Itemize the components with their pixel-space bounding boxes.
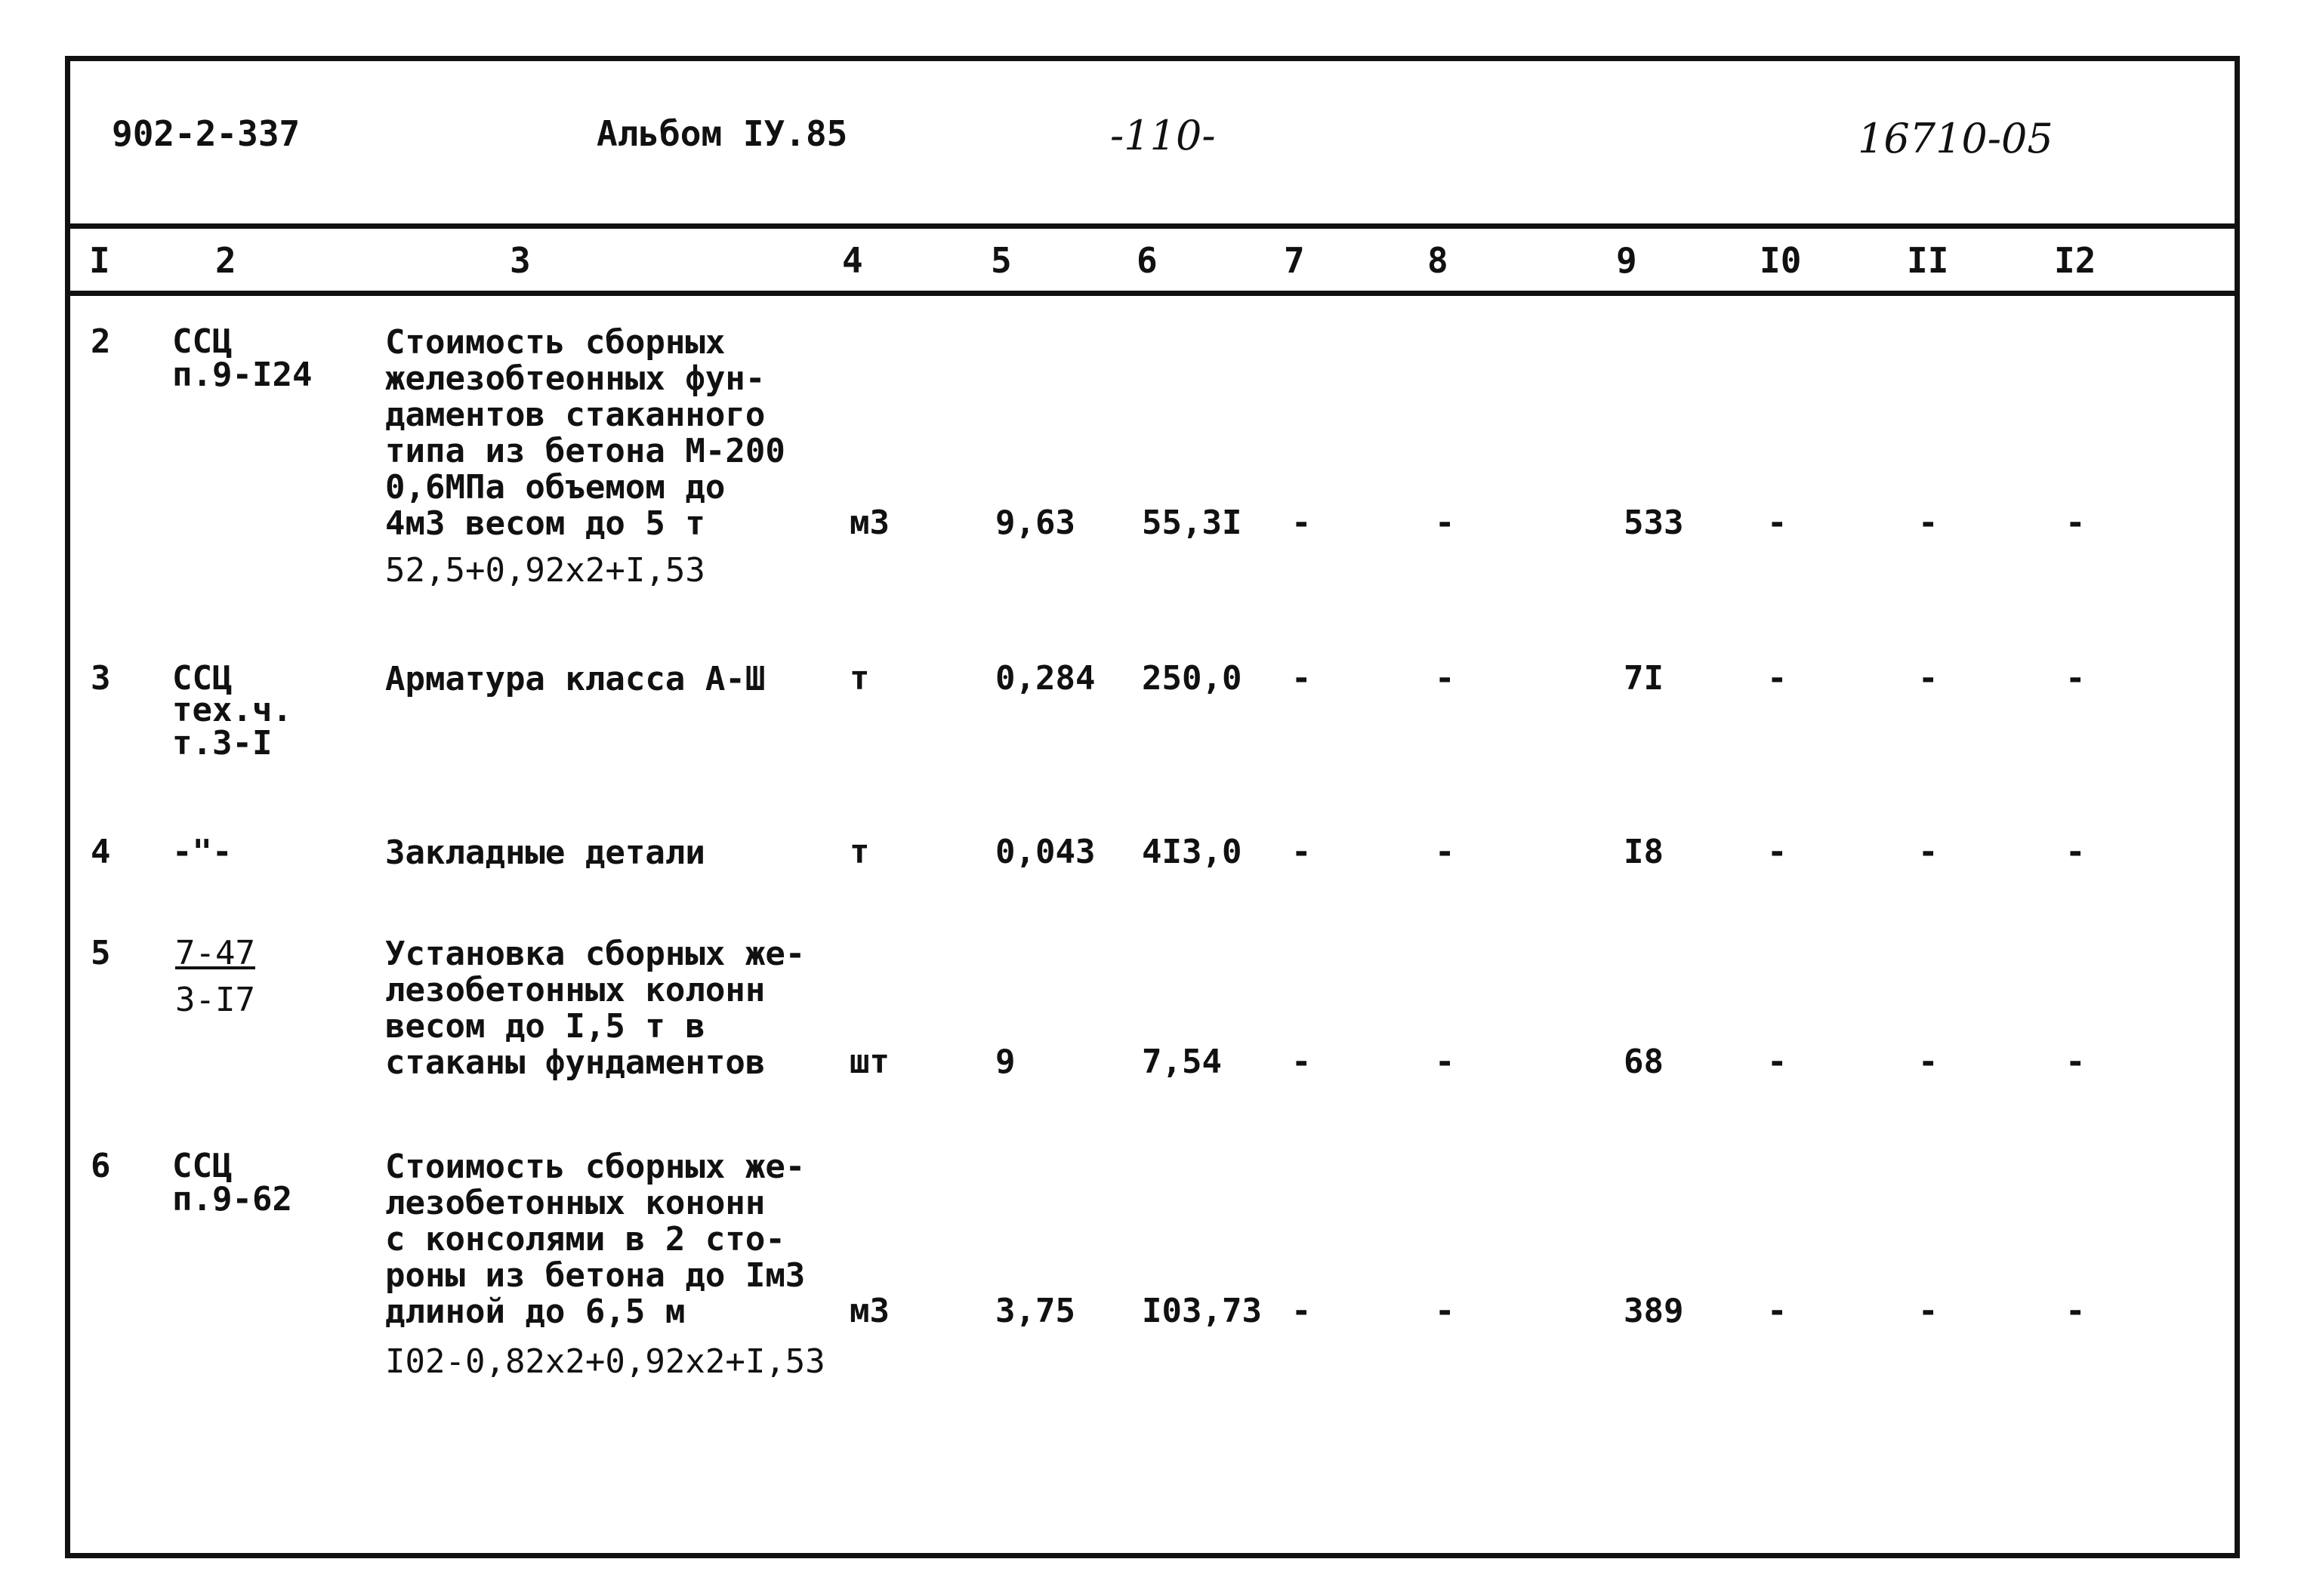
row-number: 4 [91, 833, 111, 871]
reference-line: т.3-I [172, 724, 273, 763]
column-3-header: 3 [510, 240, 531, 281]
column-12-cell: - [2065, 1292, 2086, 1330]
column-9-cell: I8 [1624, 833, 1664, 871]
column-8-cell: - [1435, 504, 1455, 542]
row-number: 6 [91, 1147, 111, 1185]
column-9-cell: 68 [1624, 1043, 1664, 1081]
column-9-cell: 7I [1624, 659, 1664, 698]
reference-line: п.9-I24 [172, 356, 313, 394]
price-cell: 250,0 [1142, 659, 1242, 698]
column-6-header: 6 [1137, 240, 1158, 281]
description-line: длиной до 6,5 м [385, 1293, 686, 1331]
description-line: даментов стаканного [385, 396, 766, 434]
columns-rule [68, 291, 2235, 296]
column-8-header: 8 [1427, 240, 1448, 281]
column-12-cell: - [2065, 833, 2086, 871]
row-number: 2 [91, 322, 111, 361]
calculation-formula: 52,5+0,92х2+I,53 [385, 551, 705, 590]
column-11-cell: - [1918, 833, 1939, 871]
column-2-header: 2 [215, 240, 236, 281]
column-10-header: I0 [1760, 240, 1802, 281]
description-line: железобтеонных фун- [385, 359, 766, 398]
row-number: 3 [91, 659, 111, 698]
column-11-cell: - [1918, 1043, 1939, 1081]
column-4-header: 4 [842, 240, 863, 281]
column-12-cell: - [2065, 504, 2086, 542]
reference-line: ССЦ [172, 1147, 233, 1185]
reference-line: ССЦ [172, 659, 233, 698]
page-frame [65, 56, 2240, 1558]
column-5-header: 5 [991, 240, 1012, 281]
column-11-header: II [1907, 240, 1949, 281]
description-line: роны из бетона до Iм3 [385, 1256, 806, 1295]
column-1-header: I [89, 240, 110, 281]
column-11-cell: - [1918, 1292, 1939, 1330]
description-line: Стоимость сборных [385, 323, 726, 362]
unit-cell: т [850, 659, 870, 698]
column-8-cell: - [1435, 659, 1455, 698]
page-number: -110- [1110, 112, 1216, 159]
description-line: типа из бетона М-200 [385, 432, 785, 470]
column-10-cell: - [1767, 659, 1787, 698]
description-line: лезобетонных кононн [385, 1184, 766, 1222]
quantity-cell: 9,63 [995, 504, 1075, 542]
description-line: 4м3 весом до 5 т [385, 504, 705, 543]
header-rule [68, 223, 2235, 229]
document-code: 902-2-337 [112, 113, 301, 154]
column-11-cell: - [1918, 659, 1939, 698]
quantity-cell: 3,75 [995, 1292, 1075, 1330]
reference-line: п.9-62 [172, 1180, 292, 1219]
album-label: Альбом IУ.85 [597, 113, 848, 154]
column-7-cell: - [1291, 833, 1312, 871]
column-7-cell: - [1291, 1292, 1312, 1330]
column-9-cell: 533 [1624, 504, 1684, 542]
column-12-header: I2 [2054, 240, 2096, 281]
column-7-header: 7 [1284, 240, 1305, 281]
column-10-cell: - [1767, 1043, 1787, 1081]
description-line: весом до I,5 т в [385, 1007, 705, 1046]
unit-cell: м3 [850, 504, 890, 542]
description-line: 0,6МПа объемом до [385, 468, 726, 507]
column-12-cell: - [2065, 659, 2086, 698]
document-number: 16710-05 [1858, 115, 2053, 162]
column-8-cell: - [1435, 1043, 1455, 1081]
column-10-cell: - [1767, 504, 1787, 542]
description-line: стаканы фундаментов [385, 1043, 766, 1082]
price-cell: 4I3,0 [1142, 833, 1242, 871]
quantity-cell: 9 [995, 1043, 1016, 1081]
column-9-cell: 389 [1624, 1292, 1684, 1330]
description-line: Арматура класса А-Ш [385, 660, 766, 698]
column-10-cell: - [1767, 1292, 1787, 1330]
description-line: Установка сборных же- [385, 935, 806, 973]
row-number: 5 [91, 934, 111, 972]
column-8-cell: - [1435, 833, 1455, 871]
reference-line: тех.ч. [172, 691, 292, 729]
description-line: Закладные детали [385, 833, 705, 872]
reference-line: ССЦ [172, 322, 233, 361]
column-9-header: 9 [1616, 240, 1637, 281]
calculation-formula: I02-0,82х2+0,92х2+I,53 [385, 1342, 825, 1381]
unit-cell: м3 [850, 1292, 890, 1330]
quantity-cell: 0,284 [995, 659, 1096, 698]
column-7-cell: - [1291, 659, 1312, 698]
quantity-cell: 0,043 [995, 833, 1096, 871]
column-8-cell: - [1435, 1292, 1455, 1330]
unit-cell: т [850, 833, 870, 871]
price-cell: 55,3I [1142, 504, 1242, 542]
reference-line: -"- [172, 833, 233, 871]
unit-cell: шт [850, 1043, 890, 1081]
column-11-cell: - [1918, 504, 1939, 542]
reference-line: 3-I7 [175, 981, 255, 1019]
column-7-cell: - [1291, 1043, 1312, 1081]
price-cell: I03,73 [1142, 1292, 1262, 1330]
column-10-cell: - [1767, 833, 1787, 871]
price-cell: 7,54 [1142, 1043, 1222, 1081]
description-line: лезобетонных колонн [385, 971, 766, 1009]
column-12-cell: - [2065, 1043, 2086, 1081]
column-7-cell: - [1291, 504, 1312, 542]
description-line: с консолями в 2 сто- [385, 1220, 785, 1259]
description-line: Стоимость сборных же- [385, 1148, 806, 1186]
reference-line: 7-47 [175, 934, 255, 972]
